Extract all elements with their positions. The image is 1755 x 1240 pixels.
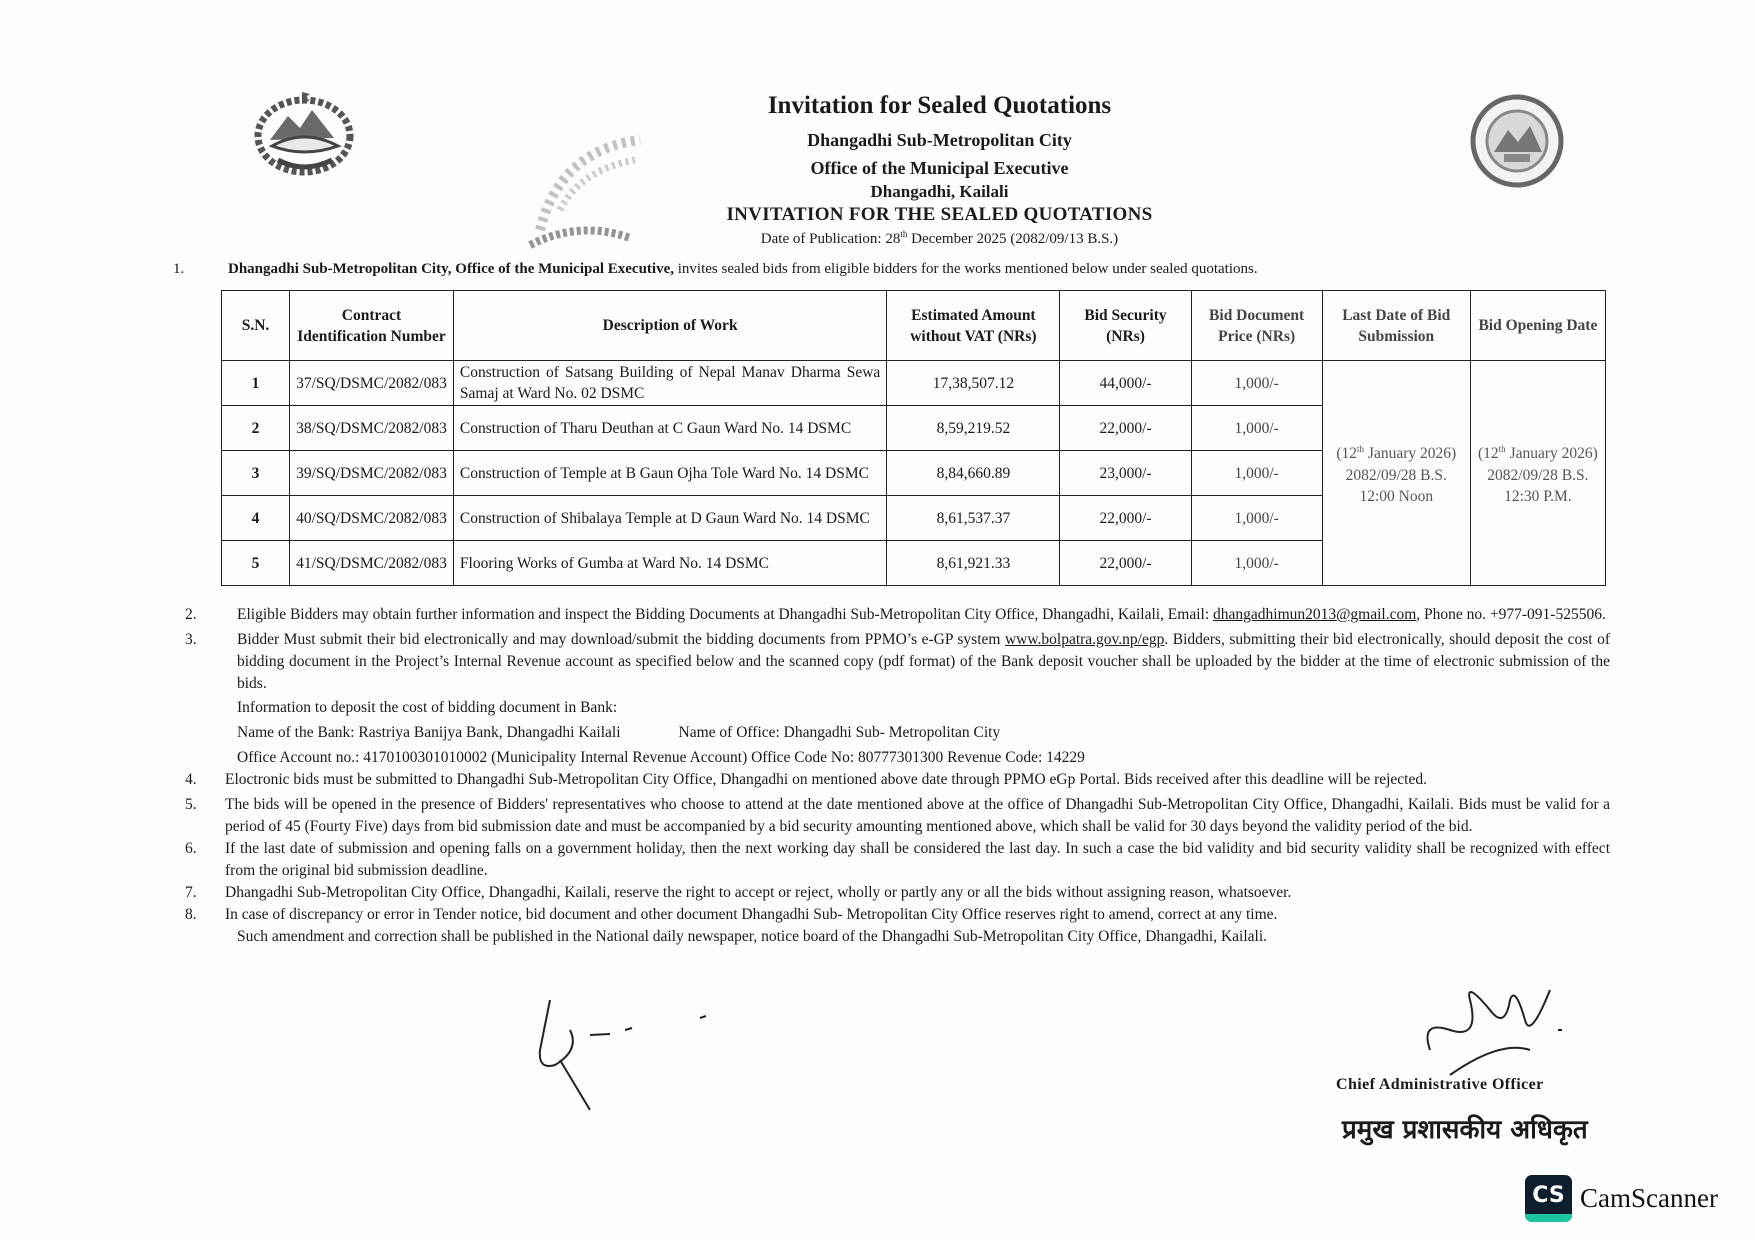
item-text: Dhangadhi Sub-Metropolitan City Office, Dhangadhi, Kailali, reserve the right to accept or reject, wholly or partly any or all the bids without assigning reason, whatsoever. bbox=[225, 884, 1292, 901]
item-text-after: . Bidders, submitting their bid electronically, should deposit the cost of bidding document in the Project’s Internal Revenue account as specified below and the scanned copy (pdf format) of the Bank deposit voucher shall be uploaded by the bidder at the time of electronic submission of the bids. bbox=[237, 631, 1610, 692]
item-text-after: , Phone no. +977-091-525506. bbox=[1416, 606, 1606, 623]
cell-description: Construction of Shibalaya Temple at D Gaun Ward No. 14 DSMC bbox=[453, 496, 886, 541]
item-4 bbox=[185, 769, 1610, 791]
cell-doc-price: 1,000/- bbox=[1191, 451, 1322, 496]
cell-doc-price: 1,000/- bbox=[1191, 406, 1322, 451]
cell-description: Construction of Temple at B Gaun Ojha Tole Ward No. 14 DSMC bbox=[453, 451, 886, 496]
cell-sn: 3 bbox=[222, 451, 290, 496]
cell-doc-price: 1,000/- bbox=[1191, 361, 1322, 406]
document-title: Invitation for Sealed Quotations bbox=[767, 92, 1112, 119]
cell-bid-security: 44,000/- bbox=[1060, 361, 1191, 406]
cell-sn: 5 bbox=[222, 541, 290, 586]
notice-body bbox=[185, 604, 1610, 948]
item-number: 1. bbox=[173, 261, 185, 277]
organization-name: Dhangadhi Sub-Metropolitan City bbox=[807, 130, 1072, 150]
header-contract-id: Contract Identification Number bbox=[290, 291, 454, 361]
last-date-sup: th bbox=[1357, 444, 1365, 455]
item-number: 5. bbox=[185, 796, 197, 813]
header-amount: Estimated Amount without VAT (NRs) bbox=[887, 291, 1060, 361]
cell-amount: 17,38,507.12 bbox=[887, 361, 1060, 406]
email-link[interactable]: dhangadhimun2013@gmail.com bbox=[1213, 606, 1417, 623]
cell-amount: 8,84,660.89 bbox=[887, 451, 1060, 496]
item-number: 2. bbox=[185, 606, 197, 623]
cell-contract-id: 37/SQ/DSMC/2082/083 bbox=[290, 361, 454, 406]
camscanner-logo-icon bbox=[1525, 1175, 1572, 1222]
intro-text: invites sealed bids from eligible bidders for the works mentioned below under sealed quotations. bbox=[673, 261, 1258, 277]
cell-bid-security: 22,000/- bbox=[1060, 406, 1191, 451]
header-last-date: Last Date of Bid Submission bbox=[1322, 291, 1470, 361]
signatory-title: Chief Administrative Officer bbox=[1336, 1076, 1544, 1093]
item-text: The bids will be opened in the presence of Bidders' representatives who choose to attend at the date mentioned above at the office of Dhangadhi Sub-Metropolitan City Office, Dhangadhi, Kailali. Bids must be valid for a period of 45 (Fourty Five) days from bid submission date and must be accompanied by a bid security amounting mentioned above, which shall be valid for 30 days beyond the validity period of the bid. bbox=[225, 796, 1610, 835]
cell-contract-id: 38/SQ/DSMC/2082/083 bbox=[290, 406, 454, 451]
cell-amount: 8,59,219.52 bbox=[887, 406, 1060, 451]
item-number: 6. bbox=[185, 840, 197, 857]
signature-right-icon bbox=[1410, 980, 1570, 1080]
opening-date-day: (12 bbox=[1478, 445, 1499, 463]
cell-description: Construction of Tharu Deuthan at C Gaun Ward No. 14 DSMC bbox=[453, 406, 886, 451]
item-number: 3. bbox=[185, 631, 197, 648]
cell-doc-price: 1,000/- bbox=[1191, 496, 1322, 541]
publication-date-prefix: Date of Publication: 28 bbox=[760, 231, 901, 247]
camscanner-logo-text: CS bbox=[1532, 1183, 1565, 1208]
office-name: Office of the Municipal Executive bbox=[810, 158, 1069, 178]
cell-bid-security: 23,000/- bbox=[1060, 451, 1191, 496]
cell-contract-id: 40/SQ/DSMC/2082/083 bbox=[290, 496, 454, 541]
office-location: Dhangadhi, Kailali bbox=[870, 182, 1009, 201]
item-2 bbox=[185, 604, 1610, 626]
header-bid-security: Bid Security (NRs) bbox=[1060, 291, 1191, 361]
table-row bbox=[222, 361, 1606, 406]
item-number: 7. bbox=[185, 884, 197, 901]
item-8 bbox=[185, 904, 1610, 948]
publication-date-suffix-sup: th bbox=[900, 229, 908, 239]
header-sn: S.N. bbox=[222, 291, 290, 361]
bank-name: Name of the Bank: Rastriya Banijya Bank, Dhangadhi Kailali bbox=[237, 724, 621, 741]
item-text: Bidder Must submit their bid electronically and may download/submit the bidding documents from PPMO’s e-GP system bbox=[237, 631, 1005, 648]
notice-subtitle: INVITATION FOR THE SEALED QUOTATIONS bbox=[726, 204, 1153, 225]
camscanner-text: CamScanner bbox=[1580, 1183, 1718, 1213]
item-5 bbox=[185, 794, 1610, 838]
item-3 bbox=[185, 629, 1610, 695]
bank-details-row bbox=[237, 722, 1610, 744]
cell-contract-id: 41/SQ/DSMC/2082/083 bbox=[290, 541, 454, 586]
cell-sn: 4 bbox=[222, 496, 290, 541]
cell-bid-security: 22,000/- bbox=[1060, 541, 1191, 586]
cell-description: Construction of Satsang Building of Nepal Manav Dharma Sewa Samaj at Ward No. 02 DSMC bbox=[453, 361, 886, 406]
signatory-title-nepali: प्रमुख प्रशासकीय अधिकृत bbox=[1342, 1115, 1588, 1145]
office-name-label: Name of Office: Dhangadhi Sub- Metropolitan City bbox=[678, 724, 1001, 741]
item-7 bbox=[185, 882, 1610, 904]
item-text-continued: Such amendment and correction shall be published in the National daily newspaper, notice board of the Dhangadhi Sub-Metropolitan City Office, Dhangadhi, Kailali. bbox=[237, 928, 1268, 945]
cell-opening-date bbox=[1470, 361, 1605, 586]
header-opening-date: Bid Opening Date bbox=[1470, 291, 1605, 361]
last-date-day: (12 bbox=[1336, 445, 1358, 463]
bank-info-heading: Information to deposit the cost of bidding document in Bank: bbox=[237, 699, 618, 716]
header-description: Description of Work bbox=[453, 291, 886, 361]
item-text: Eligible Bidders may obtain further information and inspect the Bidding Documents at Dhangadhi Sub-Metropolitan City Office, Dhangadhi, Kailali, Email: bbox=[237, 606, 1214, 623]
last-date-rest: January 2026) 2082/09/28 B.S. 12:00 Noon bbox=[1345, 445, 1457, 505]
cell-sn: 2 bbox=[222, 406, 290, 451]
opening-date-rest: January 2026) 2082/09/28 B.S. 12:30 P.M. bbox=[1487, 445, 1598, 505]
table-header-row bbox=[222, 291, 1606, 361]
publication-date-rest: December 2025 (2082/09/13 B.S.) bbox=[907, 231, 1119, 247]
intro-paragraph bbox=[173, 261, 1573, 278]
cell-contract-id: 39/SQ/DSMC/2082/083 bbox=[290, 451, 454, 496]
item-text: If the last date of submission and opening falls on a government holiday, then the next working day shall be considered the last day. In such a case the bid validity and bid security validity shall be recognized with effect from the original bid submission deadline. bbox=[225, 840, 1610, 879]
item-number: 4. bbox=[185, 771, 197, 788]
item-number: 8. bbox=[185, 906, 197, 923]
header-doc-price: Bid Document Price (NRs) bbox=[1191, 291, 1322, 361]
item-6 bbox=[185, 838, 1610, 882]
egp-link[interactable]: www.bolpatra.gov.np/egp bbox=[1004, 631, 1165, 648]
signature-left-icon bbox=[520, 990, 720, 1110]
bids-table bbox=[221, 290, 1606, 586]
item-text: In case of discrepancy or error in Tender notice, bid document and other document Dhangadhi Sub- Metropolitan City Office reserves right to amend, correct at any time. bbox=[225, 906, 1278, 923]
cell-amount: 8,61,537.37 bbox=[887, 496, 1060, 541]
account-details: Office Account no.: 4170100301010002 (Municipality Internal Revenue Account) Office Code No: 80777301300 Revenue Code: 14229 bbox=[237, 749, 1085, 766]
cell-doc-price: 1,000/- bbox=[1191, 541, 1322, 586]
opening-date-sup: th bbox=[1498, 444, 1506, 455]
cell-last-date bbox=[1322, 361, 1470, 586]
cell-bid-security: 22,000/- bbox=[1060, 496, 1191, 541]
cell-sn: 1 bbox=[222, 361, 290, 406]
bank-info bbox=[185, 697, 1610, 769]
cell-amount: 8,61,921.33 bbox=[887, 541, 1060, 586]
item-text: Eloctronic bids must be submitted to Dhangadhi Sub-Metropolitan City Office, Dhangadhi on mentioned above date through PPMO eGp Portal. Bids received after this deadline will be rejected. bbox=[225, 771, 1427, 788]
camscanner-watermark bbox=[1525, 1175, 1718, 1222]
publication-date bbox=[62, 229, 1755, 248]
cell-description: Flooring Works of Gumba at Ward No. 14 DSMC bbox=[453, 541, 886, 586]
intro-bold-text: Dhangadhi Sub-Metropolitan City, Office of the Municipal Executive, bbox=[228, 261, 674, 277]
